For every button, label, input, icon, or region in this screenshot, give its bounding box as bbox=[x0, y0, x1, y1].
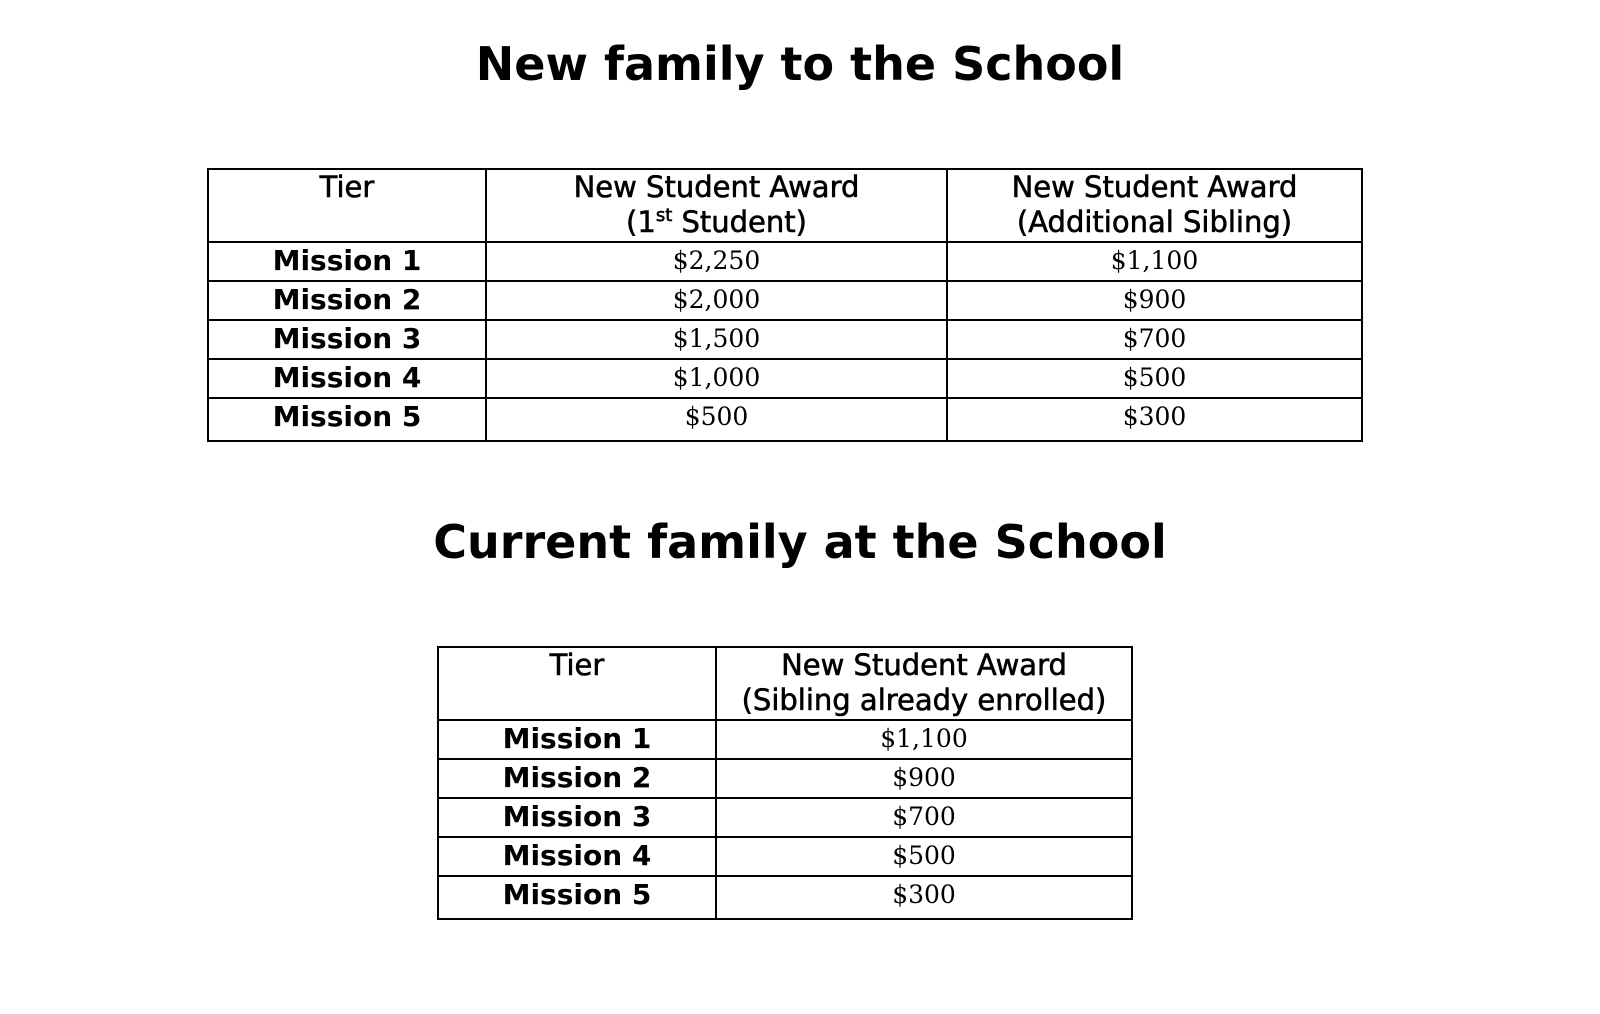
table-header-row bbox=[438, 647, 1132, 720]
first-student-award-cell: $1,500 bbox=[486, 320, 947, 359]
new-family-title: New family to the School bbox=[475, 37, 1125, 91]
sibling-enrolled-award-cell: $300 bbox=[716, 876, 1132, 919]
header-line-2: (Additional Sibling) bbox=[1016, 205, 1293, 239]
table-row bbox=[438, 720, 1132, 759]
current-family-award-table bbox=[437, 646, 1133, 920]
first-student-award-cell: $1,000 bbox=[486, 359, 947, 398]
table-row bbox=[438, 876, 1132, 919]
tier-cell: Mission 2 bbox=[438, 759, 716, 798]
sibling-enrolled-award-cell: $1,100 bbox=[716, 720, 1132, 759]
tier-column-header bbox=[438, 647, 716, 720]
sibling-enrolled-award-cell: $700 bbox=[716, 798, 1132, 837]
table-row bbox=[438, 759, 1132, 798]
first-student-award-column-header bbox=[486, 169, 947, 242]
table-row bbox=[208, 281, 1362, 320]
tier-cell: Mission 4 bbox=[208, 359, 486, 398]
tier-cell: Mission 2 bbox=[208, 281, 486, 320]
first-student-award-cell: $500 bbox=[486, 398, 947, 441]
sibling-enrolled-award-cell: $500 bbox=[716, 837, 1132, 876]
header-line-1: New Student Award bbox=[1011, 170, 1298, 204]
tier-header-label: Tier bbox=[549, 648, 605, 682]
current-family-title: Current family at the School bbox=[433, 515, 1167, 569]
table-row bbox=[438, 837, 1132, 876]
additional-sibling-award-cell: $1,100 bbox=[947, 242, 1362, 281]
tier-cell: Mission 1 bbox=[438, 720, 716, 759]
additional-sibling-award-cell: $500 bbox=[947, 359, 1362, 398]
first-student-award-cell: $2,000 bbox=[486, 281, 947, 320]
table-header-row bbox=[208, 169, 1362, 242]
table-row bbox=[208, 320, 1362, 359]
tier-cell: Mission 5 bbox=[208, 398, 486, 441]
header-line-1: New Student Award bbox=[781, 648, 1067, 682]
table-row bbox=[438, 798, 1132, 837]
tier-cell: Mission 5 bbox=[438, 876, 716, 919]
header-line-2: (1st Student) bbox=[626, 205, 807, 239]
first-student-award-cell: $2,250 bbox=[486, 242, 947, 281]
table-row bbox=[208, 242, 1362, 281]
additional-sibling-award-cell: $700 bbox=[947, 320, 1362, 359]
tier-header-label: Tier bbox=[319, 170, 375, 204]
header-line-1: New Student Award bbox=[573, 170, 860, 204]
additional-sibling-award-column-header bbox=[947, 169, 1362, 242]
table-row bbox=[208, 398, 1362, 441]
tier-cell: Mission 3 bbox=[208, 320, 486, 359]
tier-cell: Mission 4 bbox=[438, 837, 716, 876]
tier-column-header bbox=[208, 169, 486, 242]
table-row bbox=[208, 359, 1362, 398]
sibling-enrolled-award-column-header bbox=[716, 647, 1132, 720]
header-line-2: (Sibling already enrolled) bbox=[741, 683, 1107, 717]
additional-sibling-award-cell: $900 bbox=[947, 281, 1362, 320]
new-family-award-table bbox=[207, 168, 1363, 442]
tier-cell: Mission 1 bbox=[208, 242, 486, 281]
additional-sibling-award-cell: $300 bbox=[947, 398, 1362, 441]
tier-cell: Mission 3 bbox=[438, 798, 716, 837]
sibling-enrolled-award-cell: $900 bbox=[716, 759, 1132, 798]
